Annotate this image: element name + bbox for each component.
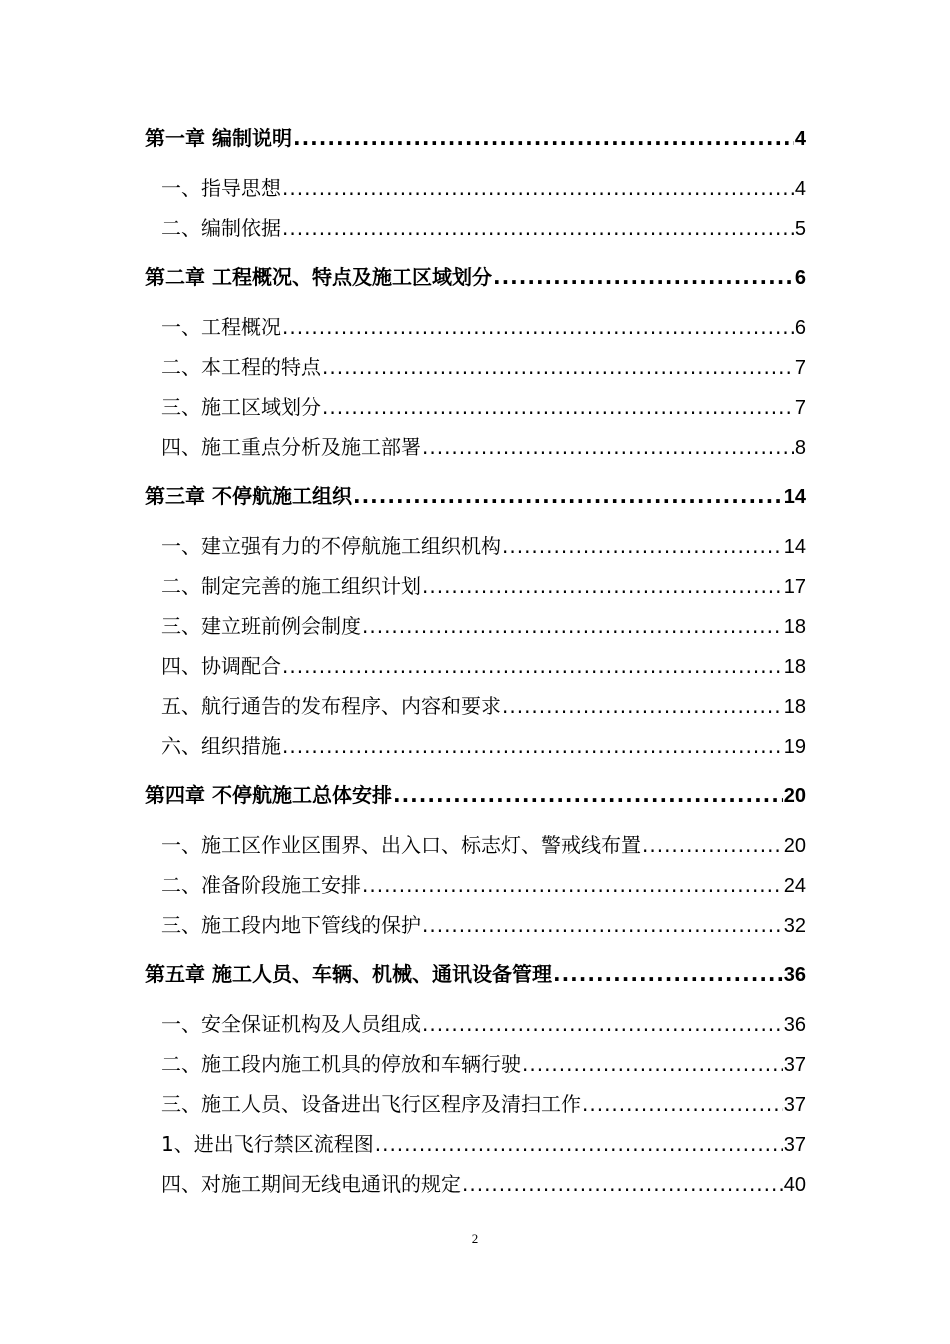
dot-leader <box>353 482 783 510</box>
toc-page-number: 8 <box>794 437 806 459</box>
toc-entry-section[interactable] <box>161 652 806 681</box>
toc-page-number: 20 <box>783 785 806 807</box>
toc-entry-chapter-2[interactable] <box>145 263 806 292</box>
toc-label: 1、进出飞行禁区流程图 <box>161 1132 374 1156</box>
toc-entry-section[interactable] <box>161 911 806 940</box>
dot-leader <box>293 124 794 152</box>
toc-label: 第五章 施工人员、车辆、机械、通讯设备管理 <box>145 962 552 986</box>
toc-page-number: 14 <box>783 486 806 508</box>
toc-page-number: 36 <box>783 1014 806 1036</box>
page-footer-number: 2 <box>471 1231 479 1246</box>
toc-page-number: 5 <box>794 218 806 240</box>
toc-page-number: 37 <box>783 1134 806 1156</box>
toc-label: 一、安全保证机构及人员组成 <box>161 1012 421 1036</box>
dot-leader <box>322 393 794 421</box>
toc-label: 二、制定完善的施工组织计划 <box>161 574 421 598</box>
toc-entry-chapter-4[interactable] <box>145 781 806 810</box>
toc-label: 三、施工人员、设备进出飞行区程序及清扫工作 <box>161 1092 581 1116</box>
toc-label: 三、施工区域划分 <box>161 395 321 419</box>
toc-page-number: 18 <box>783 616 806 638</box>
toc-entry-section[interactable] <box>161 353 806 382</box>
dot-leader <box>422 1010 783 1038</box>
toc-entry-section[interactable] <box>161 831 806 860</box>
toc-entry-section[interactable] <box>161 1090 806 1119</box>
dot-leader <box>422 572 783 600</box>
toc-page-number: 14 <box>783 536 806 558</box>
dot-leader <box>493 263 794 291</box>
toc-label: 一、施工区作业区围界、出入口、标志灯、警戒线布置 <box>161 833 641 857</box>
toc-page-number: 6 <box>794 267 806 289</box>
toc-entry-chapter-1[interactable] <box>145 124 806 153</box>
toc-entry-section[interactable] <box>161 1130 806 1159</box>
dot-leader <box>502 692 783 720</box>
toc-label: 第二章 工程概况、特点及施工区域划分 <box>145 265 492 289</box>
toc-page-number: 37 <box>783 1094 806 1116</box>
toc-page-number: 24 <box>783 875 806 897</box>
toc-page-number: 4 <box>794 128 806 150</box>
dot-leader <box>582 1090 783 1118</box>
toc-label: 一、指导思想 <box>161 176 281 200</box>
toc-page-number: 7 <box>794 357 806 379</box>
toc-page-number: 7 <box>794 397 806 419</box>
toc-page-number: 36 <box>783 964 806 986</box>
toc-entry-section[interactable] <box>161 532 806 561</box>
toc-page-number: 4 <box>794 178 806 200</box>
toc-label: 第一章 编制说明 <box>145 126 292 150</box>
toc-label: 一、建立强有力的不停航施工组织机构 <box>161 534 501 558</box>
toc-page-number: 32 <box>783 915 806 937</box>
toc-page-number: 6 <box>794 317 806 339</box>
dot-leader <box>282 214 794 242</box>
dot-leader <box>375 1130 783 1158</box>
toc-label: 二、施工段内施工机具的停放和车辆行驶 <box>161 1052 521 1076</box>
toc-entry-section[interactable] <box>161 1010 806 1039</box>
toc-label: 三、施工段内地下管线的保护 <box>161 913 421 937</box>
toc-label: 三、建立班前例会制度 <box>161 614 361 638</box>
dot-leader <box>642 831 783 859</box>
dot-leader <box>553 960 783 988</box>
toc-label: 五、航行通告的发布程序、内容和要求 <box>161 694 501 718</box>
toc-label: 一、工程概况 <box>161 315 281 339</box>
toc-entry-section[interactable] <box>161 433 806 462</box>
toc-page-number: 40 <box>783 1174 806 1196</box>
toc-entry-section[interactable] <box>161 393 806 422</box>
toc-page-number: 19 <box>783 736 806 758</box>
toc-page-number: 18 <box>783 656 806 678</box>
toc-entry-section[interactable] <box>161 313 806 342</box>
dot-leader <box>362 871 783 899</box>
toc-entry-section[interactable] <box>161 871 806 900</box>
toc-label: 四、对施工期间无线电通讯的规定 <box>161 1172 461 1196</box>
toc-entry-section[interactable] <box>161 612 806 641</box>
dot-leader <box>393 781 783 809</box>
toc-label: 二、本工程的特点 <box>161 355 321 379</box>
toc-label: 二、编制依据 <box>161 216 281 240</box>
toc-entry-section[interactable] <box>161 1170 806 1199</box>
toc-entry-section[interactable] <box>161 572 806 601</box>
dot-leader <box>502 532 783 560</box>
dot-leader <box>522 1050 783 1078</box>
dot-leader <box>322 353 794 381</box>
toc-label: 六、组织措施 <box>161 734 281 758</box>
toc-label: 四、施工重点分析及施工部署 <box>161 435 421 459</box>
toc-entry-section[interactable] <box>161 174 806 203</box>
toc-label: 四、协调配合 <box>161 654 281 678</box>
toc-entry-section[interactable] <box>161 732 806 761</box>
dot-leader <box>422 911 783 939</box>
toc-page-number: 20 <box>783 835 806 857</box>
toc-entry-chapter-5[interactable] <box>145 960 806 989</box>
dot-leader <box>282 313 794 341</box>
toc-page-number: 18 <box>783 696 806 718</box>
toc-page-number: 37 <box>783 1054 806 1076</box>
toc-entry-chapter-3[interactable] <box>145 482 806 511</box>
dot-leader <box>282 732 783 760</box>
dot-leader <box>462 1170 783 1198</box>
dot-leader <box>282 174 794 202</box>
dot-leader <box>282 652 783 680</box>
toc-entry-section[interactable] <box>161 1050 806 1079</box>
toc-entry-section[interactable] <box>161 692 806 721</box>
toc-page-number: 17 <box>783 576 806 598</box>
dot-leader <box>362 612 783 640</box>
dot-leader <box>422 433 794 461</box>
toc-entry-section[interactable] <box>161 214 806 243</box>
toc-label: 第四章 不停航施工总体安排 <box>145 783 392 807</box>
toc-label: 第三章 不停航施工组织 <box>145 484 352 508</box>
toc-label: 二、准备阶段施工安排 <box>161 873 361 897</box>
